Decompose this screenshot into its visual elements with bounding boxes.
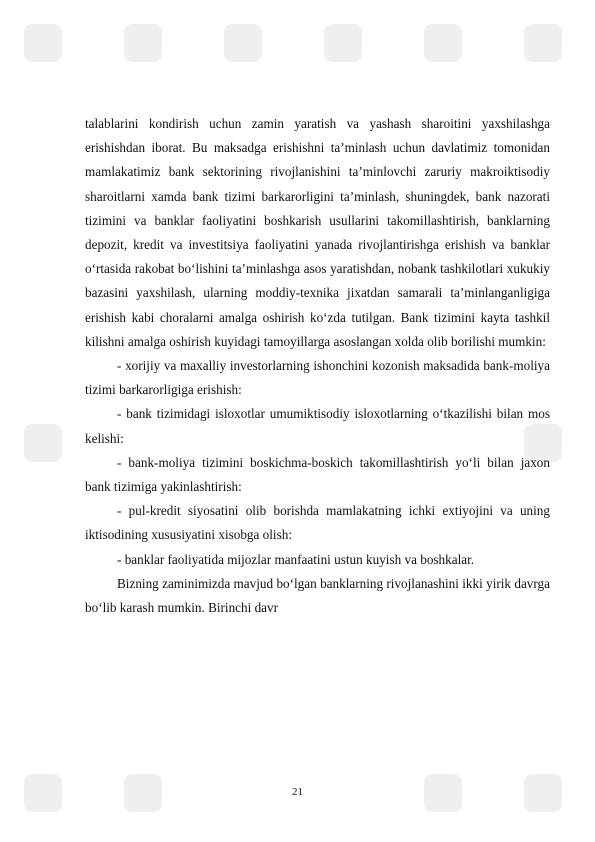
document-watermark-icon: [220, 20, 266, 66]
list-item-reform-alignment: - bank tizimidagi isloxotlar umumiktisodiy isloxotlarning o‘tkazilishi bilan mos kelishi:: [85, 406, 550, 446]
document-watermark-icon: [320, 20, 366, 66]
document-watermark-icon: [520, 20, 566, 66]
page-number: 21: [292, 786, 303, 798]
document-watermark-icon: [120, 20, 166, 66]
document-watermark-icon: [420, 20, 466, 66]
list-item-investor-trust: - xorijiy va maxalliy investorlarning ishonchini kozonish maksadida bank-moliya tizimi barkarorligiga erishish:: [85, 358, 550, 398]
list-item-client-interests: - banklar faoliyatida mijozlar manfaatini ustun kuyish va boshkalar.: [117, 551, 475, 567]
list-item-monetary-policy: - pul-kredit siyosatini olib borishda mamlakatning ichki extiyojini va uning iktisodining xususiyatini xisobga olish:: [85, 503, 550, 543]
list-item-world-integration: - bank-moliya tizimini boskichma-boskich takomillashtirish yo‘li bilan jaxon bank tizimiga yakinlashtirish:: [85, 454, 550, 495]
document-watermark-icon: [20, 20, 66, 66]
document-watermark-icon: [20, 420, 66, 466]
body-paragraph: talablarini kondirish uchun zamin yaratish va yashash sharoitini yaxshilashga erishishdan iborat. Bu maksadga erishishni ta’minlash uchun davlatimiz tomonidan mamlakatimiz bank sektorining rivojlanishini ta’minlovchi zaruriy makroiktisodiy sharoitlarni xamda bank tizimi barkarorligini ta’minlash, shuningdek, bank nazorati tizimini va banklar faoliyatini boshkarish usullarini takomillashtirish, banklarning depozit, kredit va investitsiya faoliyatini yanada rivojlantirishga erishish va banklar o‘rtasida rakobat bo‘lishini ta’minlashga asos yaratishdan, nobank tashkilotlari xukukiy bazasini yaxshilash, ularning moddiy-texnika jixatdan samarali ta’minlanganligiga erishish kabi choralarni amalga oshirish ko‘zda tutilgan. Bank tizimini kayta tashkil kilishni amalga oshirish kuyidagi tamoyillarga asoslangan xolda olib borilishi mumkin:: [85, 116, 550, 349]
body-paragraph-periods: Bizning zaminimizda mavjud bo‘lgan banklarning rivojlanashini ikki yirik davrga bo‘lib karash mumkin. Birinchi davr: [85, 575, 550, 616]
page-body: [85, 112, 550, 620]
